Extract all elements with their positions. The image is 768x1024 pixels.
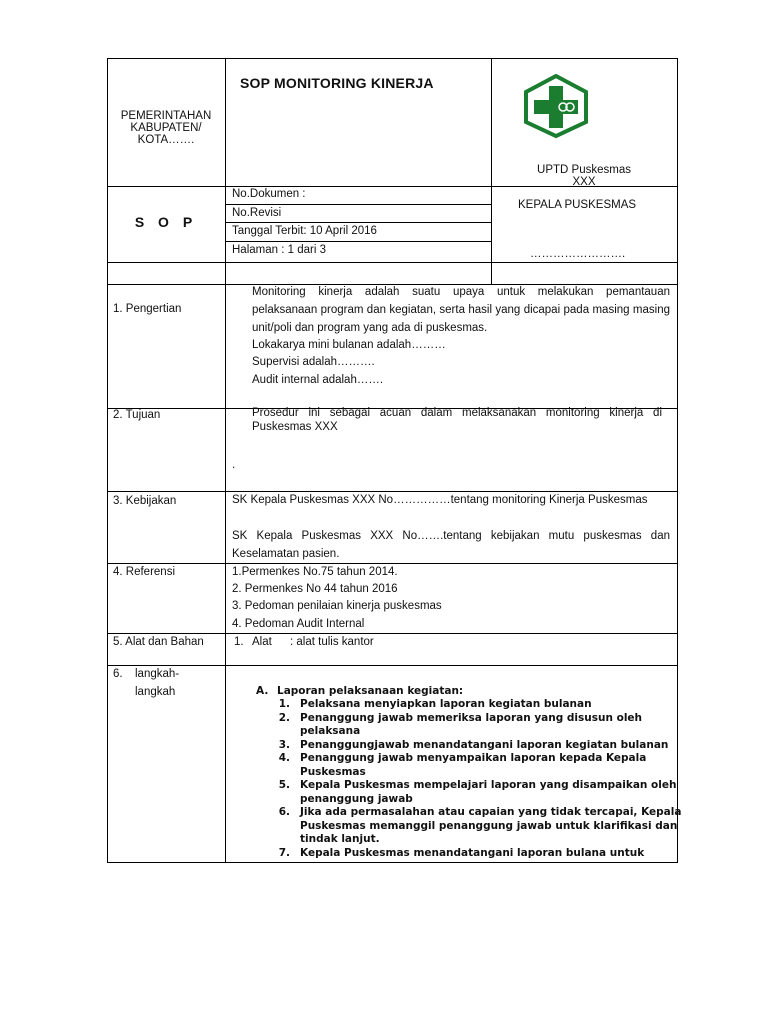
alat-item-number: 1. bbox=[234, 636, 244, 648]
doc-revision: No.Revisi bbox=[232, 207, 282, 219]
step-number: 3. bbox=[278, 738, 290, 751]
steps-heading-letter: A. bbox=[256, 685, 269, 697]
section-label-langkah: langkah bbox=[135, 686, 176, 698]
document-title: SOP MONITORING KINERJA bbox=[240, 75, 434, 91]
step-text: Kepala Puskesmas mempelajari laporan yang disampaikan oleh bbox=[300, 779, 677, 791]
step-text: Puskesmas memanggil penanggung jawab untuk klarifikasi dan bbox=[300, 819, 678, 832]
tujuan-dot: . bbox=[232, 459, 236, 471]
step-text: penanggung jawab bbox=[300, 792, 413, 805]
pengertian-line: Audit internal adalah……. bbox=[252, 374, 384, 386]
referensi-item: 1.Permenkes No.75 tahun 2014. bbox=[232, 566, 398, 578]
section-label-referensi: 4. Referensi bbox=[113, 566, 176, 578]
step-text: Kepala Puskesmas menandatangani laporan bulana untuk bbox=[300, 846, 645, 859]
step-number: 1. bbox=[278, 698, 290, 710]
alat-item-name: Alat bbox=[252, 636, 272, 648]
signer-title: KEPALA PUSKESMAS bbox=[518, 199, 637, 211]
step-text: Puskesmas bbox=[300, 765, 366, 778]
step-text: Jika ada permasalahan atau capaian yang tidak tercapai, Kepala bbox=[300, 806, 682, 818]
doc-page: Halaman : 1 dari 3 bbox=[232, 244, 326, 256]
step-text: Penanggung jawab menyampaikan laporan kepada Kepala bbox=[300, 752, 647, 764]
pengertian-line: Lokakarya mini bulanan adalah……… bbox=[252, 339, 446, 351]
doc-issue-date: Tanggal Terbit: 10 April 2016 bbox=[232, 225, 377, 237]
step-text: Pelaksana menyiapkan laporan kegiatan bulanan bbox=[300, 698, 592, 710]
step-number: 4. bbox=[278, 752, 290, 764]
section-label-alat: 5. Alat dan Bahan bbox=[113, 636, 204, 648]
section-number-langkah: 6. bbox=[113, 668, 123, 680]
section-label-tujuan: 2. Tujuan bbox=[113, 409, 161, 421]
step-number: 7. bbox=[278, 846, 290, 859]
section-label-kebijakan: 3. Kebijakan bbox=[113, 495, 177, 507]
signature-line: ……………………. bbox=[530, 248, 626, 260]
doc-number: No.Dokumen : bbox=[232, 188, 306, 200]
referensi-item: 3. Pedoman penilaian kinerja puskesmas bbox=[232, 600, 442, 612]
step-text: pelaksana bbox=[300, 725, 361, 737]
step-number: 5. bbox=[278, 779, 290, 791]
section-label-pengertian: 1. Pengertian bbox=[113, 303, 182, 315]
step-number: 2. bbox=[278, 711, 290, 724]
step-text: Penanggung jawab memeriksa laporan yang disusun oleh bbox=[300, 711, 643, 724]
referensi-item: 4. Pedoman Audit Internal bbox=[232, 618, 365, 630]
alat-item-value: : alat tulis kantor bbox=[290, 636, 374, 648]
pengertian-paragraph: Monitoring kinerja adalah suatu upaya untuk melakukan pemantauan pelaksanaan program dan kegiatan, serta hasil yang dicapai pada masing masing unit/poli dan program yang ada di puskesmas. bbox=[252, 286, 670, 334]
section-label-langkah: langkah- bbox=[135, 668, 180, 680]
step-text: tindak lanjut. bbox=[300, 833, 380, 845]
step-number: 6. bbox=[278, 806, 290, 818]
kebijakan-paragraph: SK Kepala Puskesmas XXX No……………tentang monitoring Kinerja Puskesmas bbox=[232, 494, 648, 506]
referensi-item: 2. Permenkes No 44 tahun 2016 bbox=[232, 583, 398, 595]
kebijakan-paragraph: SK Kepala Puskesmas XXX No…….tentang kebijakan mutu puskesmas dan Keselamatan pasien. bbox=[232, 530, 670, 560]
tujuan-paragraph: Prosedur ini sebagai acuan dalam melaksanakan monitoring kinerja di Puskesmas XXX bbox=[252, 407, 662, 433]
puskesmas-logo-icon bbox=[520, 72, 592, 140]
sop-label: S O P bbox=[134, 214, 198, 230]
step-text: Penanggungjawab menandatangani laporan kegiatan bulanan bbox=[300, 738, 669, 751]
pengertian-line: Supervisi adalah………. bbox=[252, 356, 375, 368]
steps-heading: Laporan pelaksanaan kegiatan: bbox=[277, 685, 464, 697]
